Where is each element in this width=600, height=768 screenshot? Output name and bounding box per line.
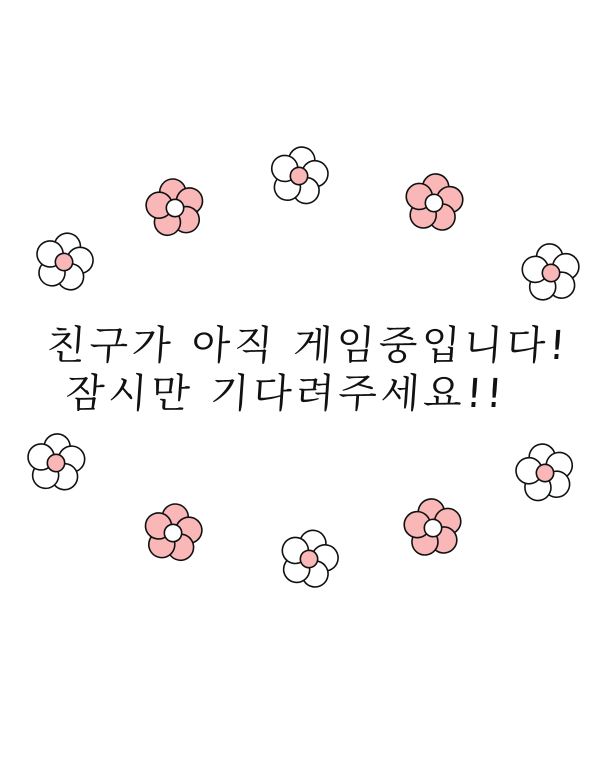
flower-center bbox=[423, 518, 442, 537]
flower-white-top bbox=[267, 142, 332, 206]
flower-white-right-lower bbox=[512, 439, 577, 503]
flower-center bbox=[47, 454, 66, 473]
flower-pink-upper-right bbox=[403, 171, 465, 232]
flower-pink-lower-left bbox=[141, 500, 205, 563]
flower-white-left-upper bbox=[31, 228, 98, 294]
waiting-message-line-1: 친구가 아직 게임중입니다! bbox=[45, 323, 571, 369]
flower-center bbox=[542, 264, 561, 283]
flower-pink-upper-left bbox=[143, 175, 207, 238]
flower-white-bottom bbox=[275, 524, 343, 591]
flower-white-left-lower bbox=[26, 432, 86, 491]
flower-pink-lower-right bbox=[402, 496, 464, 557]
flower-center bbox=[424, 193, 443, 212]
waiting-message-line-2: 잠시만 기다려주세요!! bbox=[64, 371, 508, 417]
flower-white-right-upper bbox=[520, 242, 581, 302]
